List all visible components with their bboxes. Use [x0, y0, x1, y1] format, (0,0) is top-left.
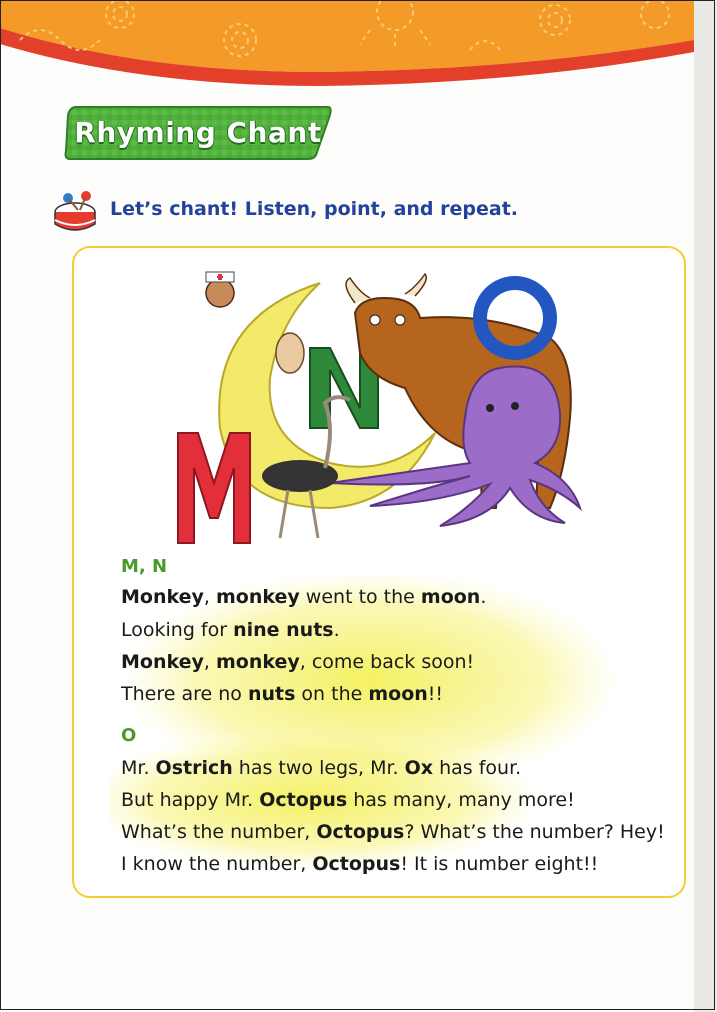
nurse-icon	[206, 279, 234, 307]
verse-line: There are no nuts on the moon!!	[121, 683, 444, 705]
page-title: Rhyming Chant	[74, 116, 322, 149]
verse-line: Monkey, monkey, come back soon!	[121, 651, 475, 673]
verse-heading-o: O	[121, 725, 137, 746]
verse-line: But happy Mr. Octopus has many, many more!	[121, 789, 575, 811]
verse-line: What’s the number, Octopus? What’s the number? Hey!	[121, 821, 665, 843]
verse-line: Mr. Ostrich has two legs, Mr. Ox has four.	[121, 757, 522, 779]
instruction-text: Let’s chant! Listen, point, and repeat.	[110, 198, 519, 220]
verse-line: Monkey, monkey went to the moon.	[121, 586, 487, 608]
drum-icon	[52, 188, 98, 234]
letter-m-icon	[178, 433, 250, 543]
page-edge	[694, 0, 717, 1012]
monkey-icon	[276, 333, 304, 373]
letters-illustration	[170, 258, 590, 558]
verse-line: Looking for nine nuts.	[121, 619, 340, 641]
verse-line: I know the number, Octopus! It is number eight!!	[121, 853, 599, 875]
header-banner	[0, 0, 694, 90]
verse-heading-mn: M, N	[121, 556, 168, 577]
